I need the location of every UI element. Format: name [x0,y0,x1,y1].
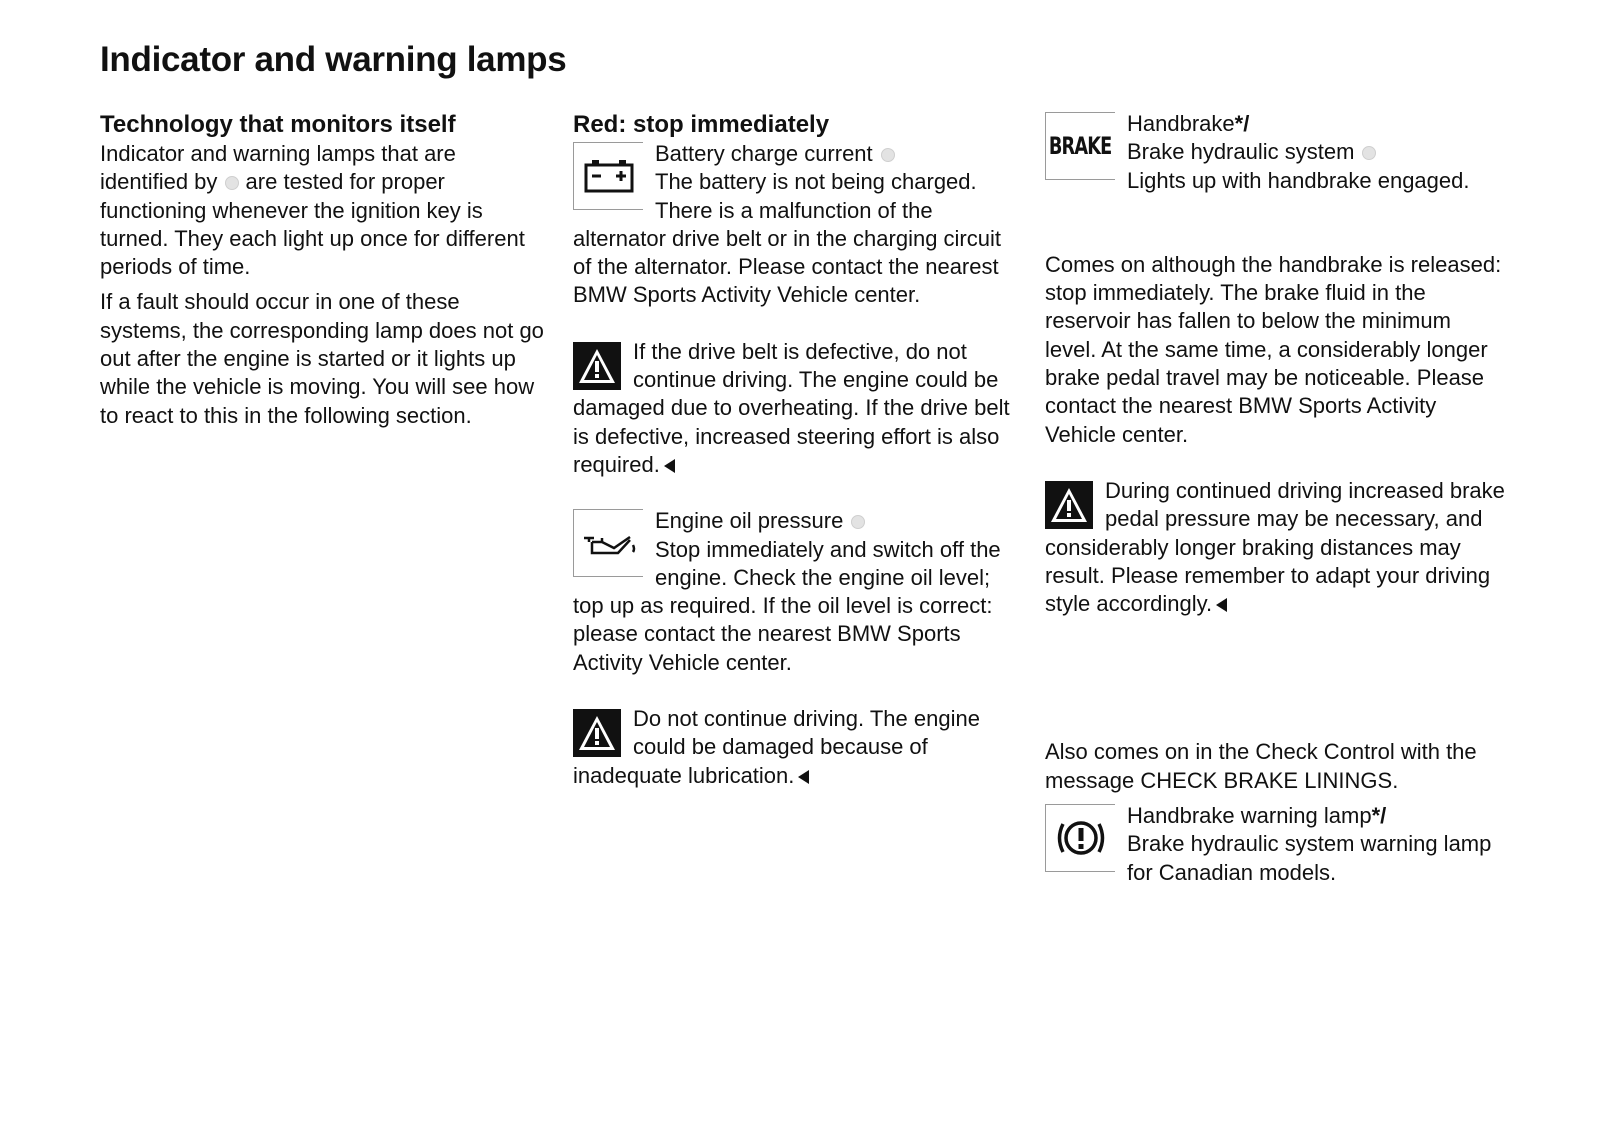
paragraph-lamp-test-start: Indicator and warning lamps that are identified by [100,141,456,195]
paragraph-fault: If a fault should occur in one of these systems, the corresponding lamp does not go out after the engine is started or it lights up while the vehicle is moving. You will see how to react to this in the following section. [100,289,544,428]
page-title: Indicator and warning lamps [100,40,567,79]
paragraph-lamp-test [100,140,550,281]
brake-tested-dot-icon [1362,146,1376,160]
brake-warning-body: During continued driving increased brake pedal pressure may be necessary, and considerably longer braking distances may result. Please remember to adapt your driving style accordingly. [1045,477,1505,617]
brake-circle-exclamation-icon [1045,804,1115,872]
warning-triangle-icon [573,709,621,757]
end-mark-icon [664,459,675,473]
canada-description: Brake hydraulic system warning lamp for Canadian models. [1127,831,1492,885]
end-mark-icon [798,770,809,784]
canada-lamp-entry [1045,802,1505,887]
optional-equipment-mark: */ [1234,111,1250,136]
brake-icon [1045,112,1115,180]
battery-title: Battery charge current [655,141,873,166]
belt-warning-text [573,338,1023,479]
hydraulic-title: Brake hydraulic system [1127,139,1355,165]
paragraph-lamp-test-end: are tested for proper functioning whenever the ignition key is turned. They each light up once for different periods of time. [100,169,525,280]
brake-icon-label: BRAKE [1049,131,1112,160]
belt-warning-body: If the drive belt is defective, do not continue driving. The engine could be damaged due to overheating. If the drive belt is defective, increased steering effort is also required. [573,338,1010,477]
oil-tested-dot-icon [851,515,865,529]
oil-warning-body: Do not continue driving. The engine could be damaged because of inadequate lubrication. [573,706,980,788]
brake-lights-up: Lights up with handbrake engaged. [1127,167,1470,193]
oil-warning-entry [573,705,1023,790]
oil-can-icon [573,509,643,577]
warning-triangle-icon [1045,481,1093,529]
belt-warning-entry [573,338,1023,479]
canada-title: Handbrake warning lamp [1127,803,1372,829]
battery-description: The battery is not being charged. There is a malfunction of the alternator drive belt or in the charging circuit of the alternator. Please contact the nearest BMW Sports Activity Vehicle center. [573,169,1001,308]
column-red-stop [573,110,1023,790]
battery-icon [573,142,643,210]
battery-tested-dot-icon [881,148,895,162]
section-heading-technology: Technology that monitors itself [100,111,456,138]
battery-lamp-entry [573,140,1023,310]
column-technology [100,110,550,437]
oil-title: Engine oil pressure [655,508,844,534]
brake-warning-text [1045,477,1505,618]
brake-comes-on-text: Comes on although the handbrake is released: stop immediately. The brake fluid in the reservoir has fallen to below the minimum level. At the same time, a considerably longer brake pedal travel may be noticeable. Please contact the nearest BMW Sports Activity Vehicle center. [1045,251,1502,447]
oil-lamp-entry [573,507,1023,677]
optional-equipment-mark: */ [1371,803,1387,829]
section-heading-red-stop: Red: stop immediately [573,111,830,138]
brake-lamp-entry [1045,110,1505,195]
column-brake [1045,110,1505,887]
warning-triangle-icon [573,342,621,390]
handbrake-title: Handbrake [1127,111,1235,136]
oil-warning-text [573,705,1023,790]
brake-warning-entry [1045,477,1505,618]
end-mark-icon [1216,598,1227,612]
tested-lamp-dot-icon [225,176,239,190]
oil-description: Stop immediately and switch off the engine. Check the engine oil level; top up as required. If the oil level is correct: please contact the nearest BMW Sports Activity Vehicle center. [573,536,1001,675]
check-control-text: Also comes on in the Check Control with the message CHECK BRAKE LININGS. [1045,739,1477,793]
